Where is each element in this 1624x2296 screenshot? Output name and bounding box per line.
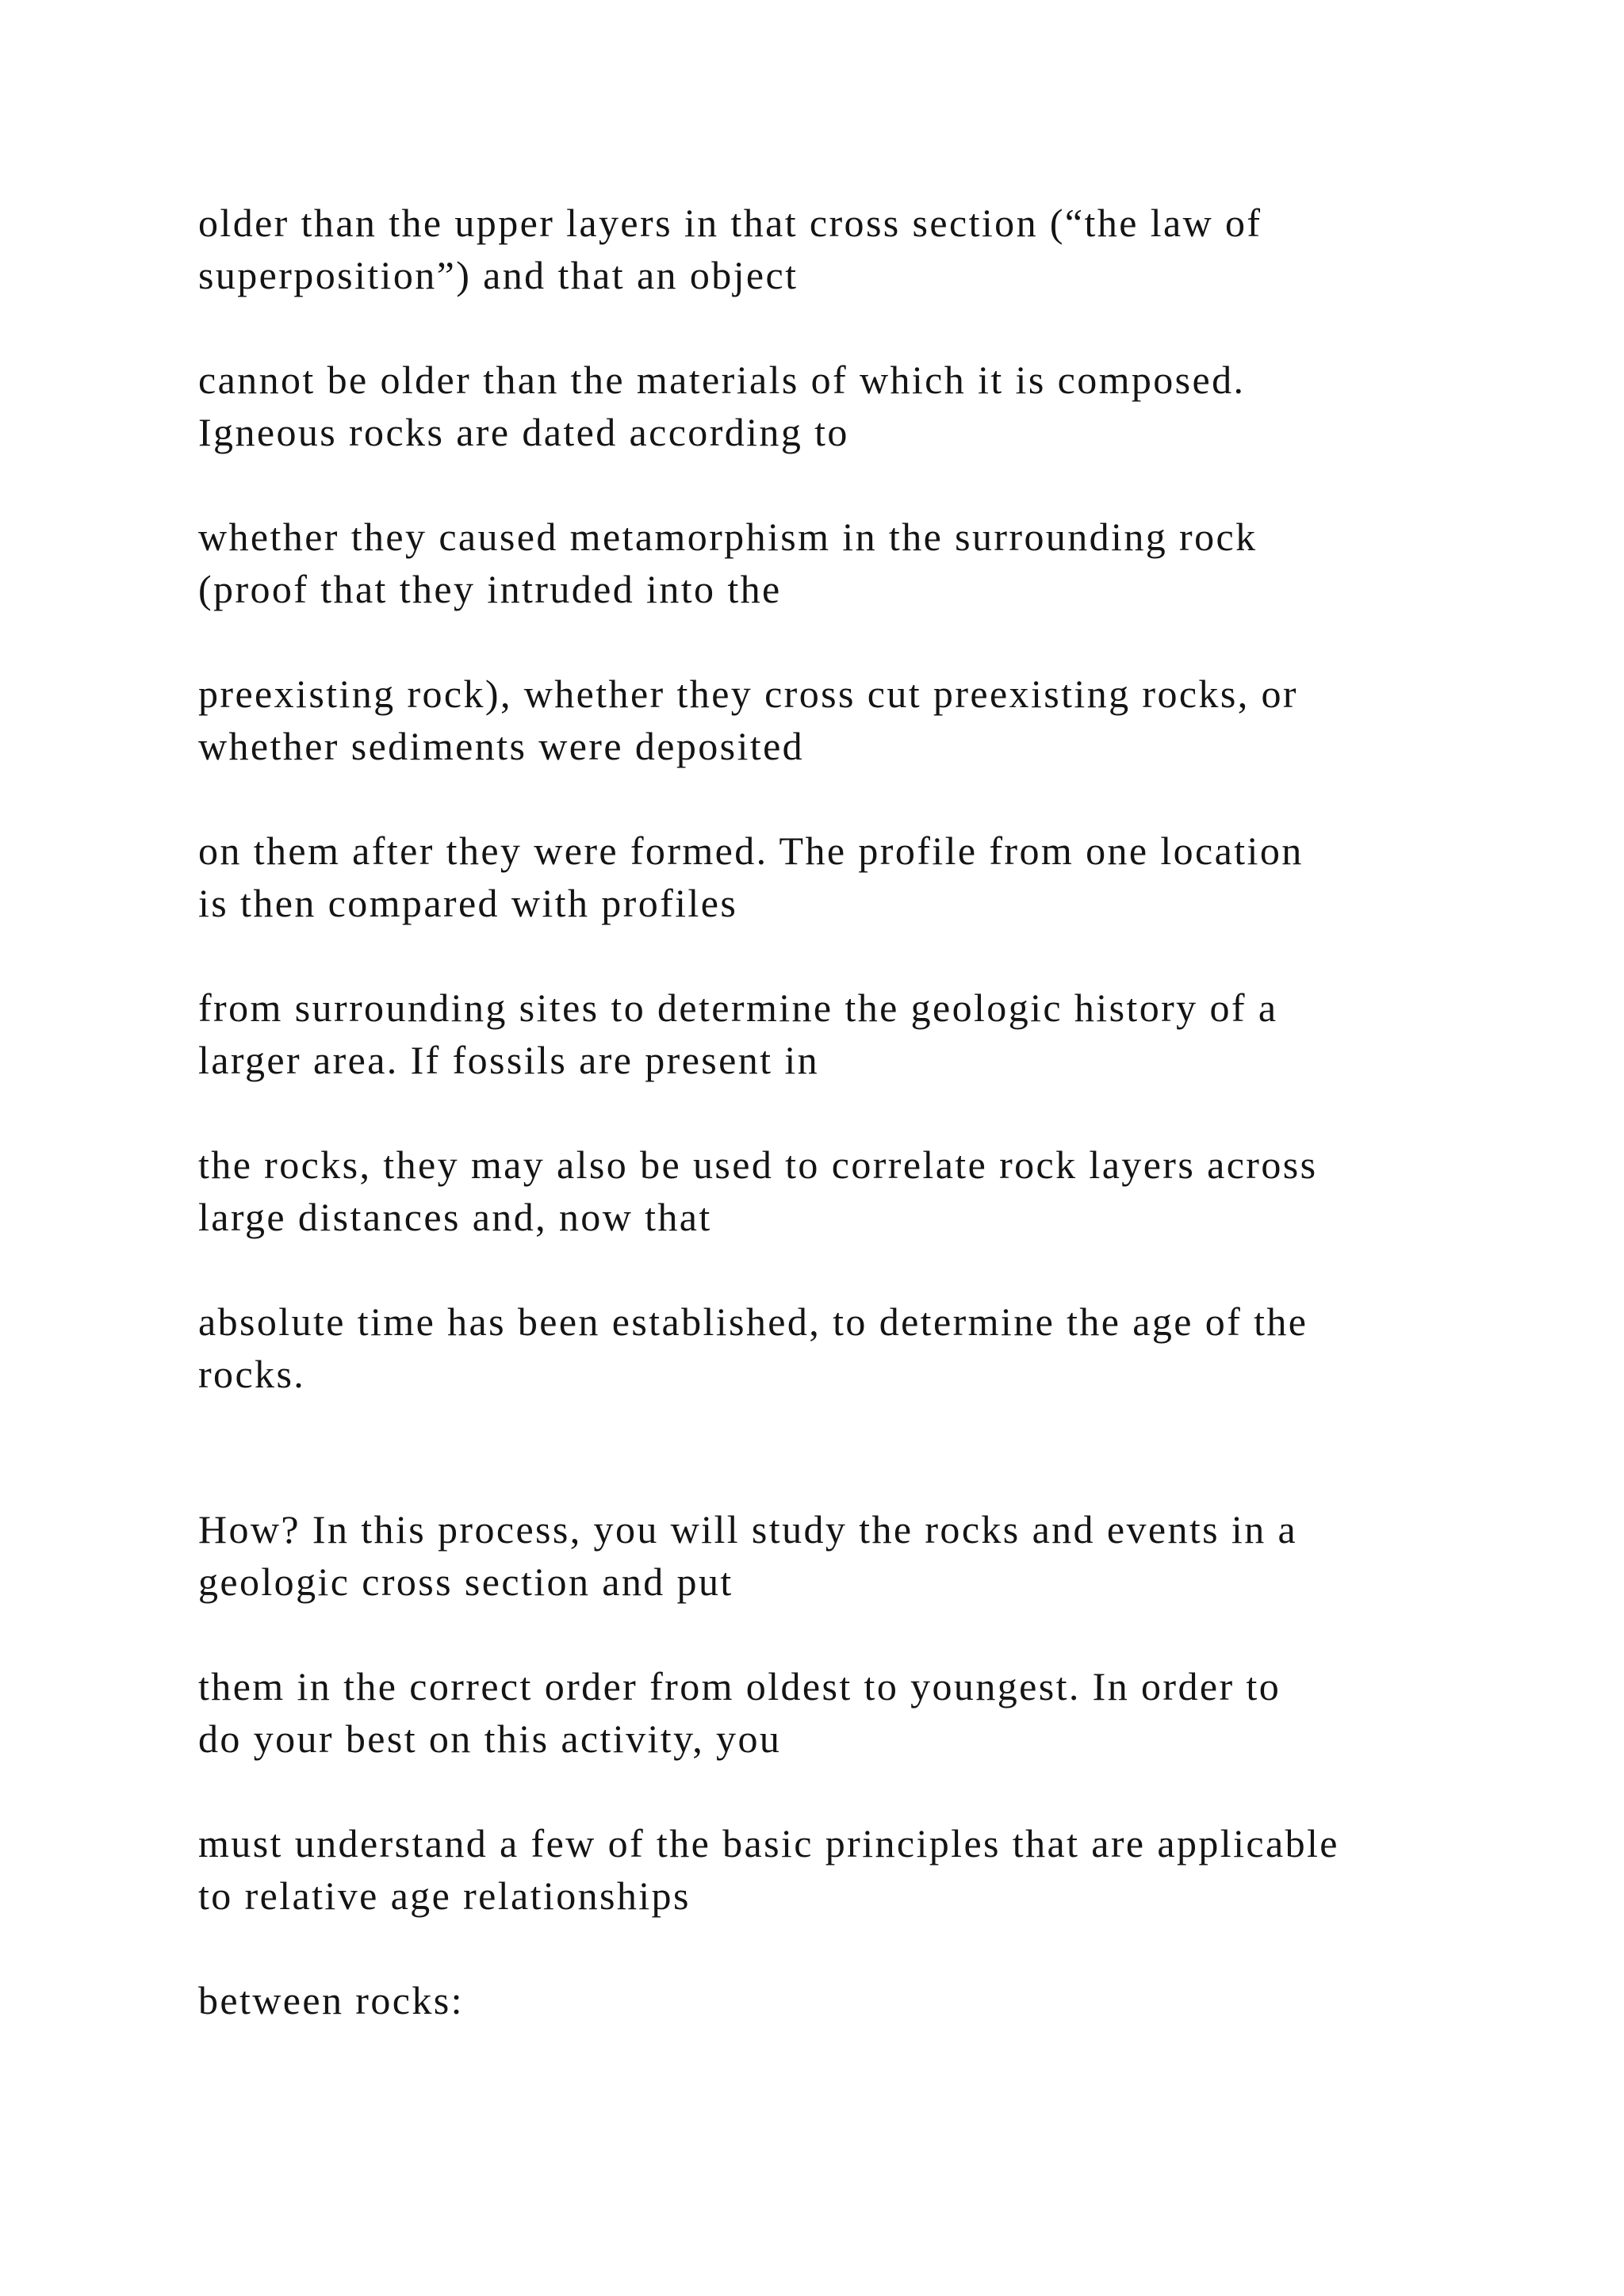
text-line: absolute time has been established, to determine the age of the xyxy=(198,1299,1308,1344)
text-line: rocks. xyxy=(198,1352,306,1396)
text-line: the rocks, they may also be used to correlate rock layers across xyxy=(198,1142,1318,1187)
paragraph-7 xyxy=(198,1138,1467,1243)
text-line: cannot be older than the materials of which it is composed. xyxy=(198,358,1246,402)
paragraph-1 xyxy=(198,197,1467,301)
paragraph-4 xyxy=(198,668,1467,772)
text-line: on them after they were formed. The profile from one location xyxy=(198,828,1304,873)
paragraph-5 xyxy=(198,825,1467,929)
text-line: Igneous rocks are dated according to xyxy=(198,410,849,454)
text-line: How? In this process, you will study the rocks and events in a xyxy=(198,1507,1298,1552)
text-line: larger area. If fossils are present in xyxy=(198,1038,820,1082)
text-line: to relative age relationships xyxy=(198,1873,691,1918)
text-line: must understand a few of the basic principles that are applicable xyxy=(198,1821,1339,1866)
text-line: preexisting rock), whether they cross cut preexisting rocks, or xyxy=(198,672,1298,716)
paragraph-11 xyxy=(198,1817,1467,1922)
paragraph-12 xyxy=(198,1974,1467,2026)
text-line: older than the upper layers in that cross section (“the law of xyxy=(198,201,1262,245)
paragraph-10 xyxy=(198,1660,1467,1765)
text-line: (proof that they intruded into the xyxy=(198,567,782,611)
text-line: between rocks: xyxy=(198,1978,464,2022)
text-line: whether they caused metamorphism in the surrounding rock xyxy=(198,515,1258,559)
paragraph-8 xyxy=(198,1295,1467,1400)
paragraph-3 xyxy=(198,511,1467,615)
paragraph-2 xyxy=(198,354,1467,458)
text-line: geologic cross section and put xyxy=(198,1559,733,1604)
text-line: from surrounding sites to determine the geologic history of a xyxy=(198,985,1278,1030)
text-line: is then compared with profiles xyxy=(198,881,738,925)
paragraph-6 xyxy=(198,982,1467,1086)
text-line: large distances and, now that xyxy=(198,1195,712,1239)
paragraph-9 xyxy=(198,1503,1467,1608)
text-line: do your best on this activity, you xyxy=(198,1716,782,1761)
text-line: superposition”) and that an object xyxy=(198,253,799,297)
text-line: them in the correct order from oldest to youngest. In order to xyxy=(198,1664,1281,1709)
text-line: whether sediments were deposited xyxy=(198,724,805,768)
